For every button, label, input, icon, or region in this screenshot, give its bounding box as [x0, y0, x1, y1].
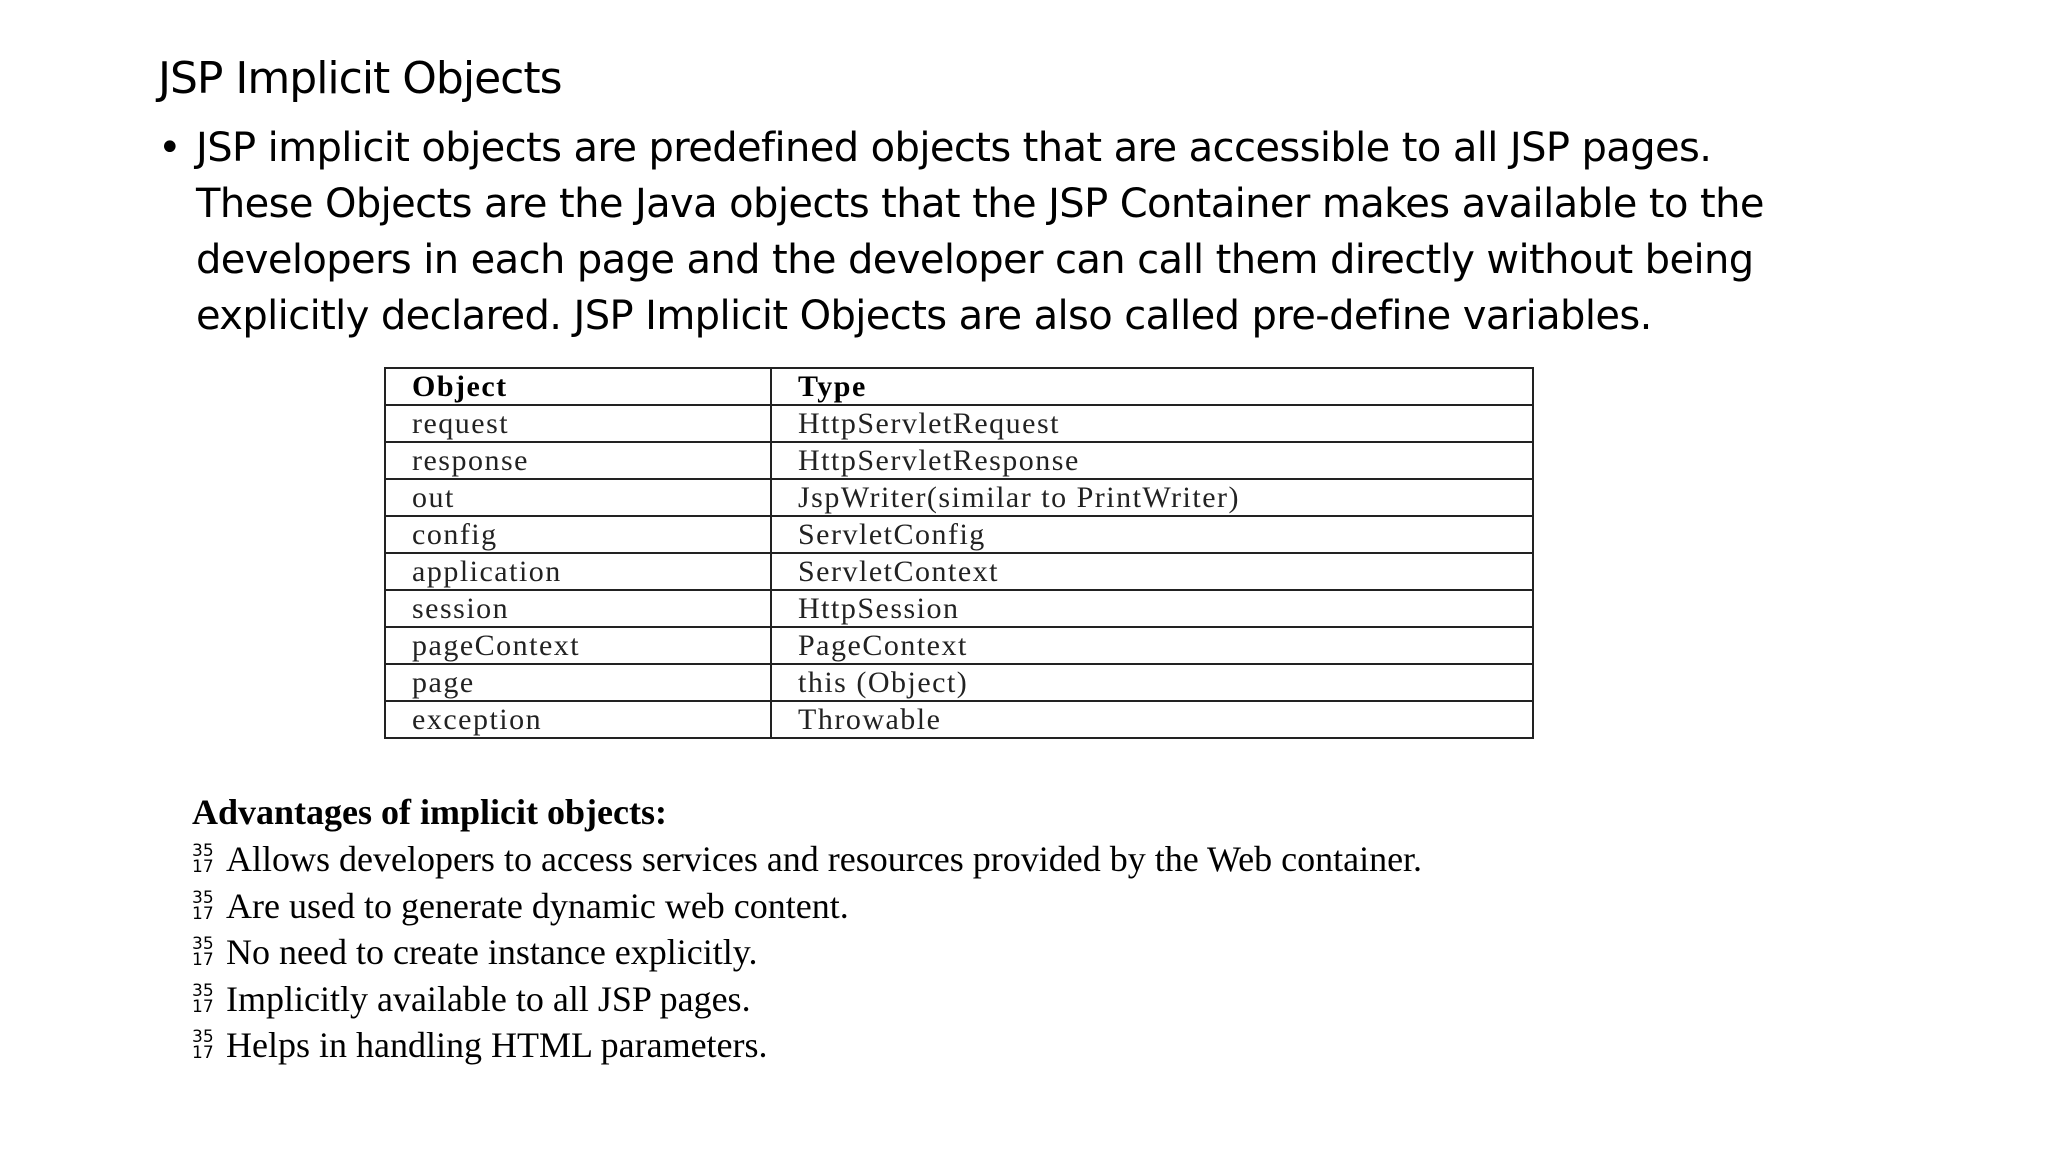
cell-object: exception	[385, 701, 771, 738]
table-row	[385, 590, 1533, 627]
table-row	[385, 516, 1533, 553]
bullet-dot: •	[158, 125, 181, 171]
table-row	[385, 442, 1533, 479]
list-item	[192, 836, 1422, 883]
cell-object: out	[385, 479, 771, 516]
advantages-list	[192, 836, 1422, 1069]
cell-type: Throwable	[771, 701, 1533, 738]
cell-object: application	[385, 553, 771, 590]
cell-object: response	[385, 442, 771, 479]
cell-object: config	[385, 516, 771, 553]
advantage-text: No need to create instance explicitly.	[226, 932, 758, 973]
table-row	[385, 701, 1533, 738]
advantage-text: Helps in handling HTML parameters.	[226, 1025, 768, 1066]
list-marker: 35 17	[192, 934, 214, 971]
intro-line-2: These Objects are the Java objects that the JSP Container makes available to the	[196, 181, 1764, 227]
table-row	[385, 405, 1533, 442]
list-item	[192, 1022, 1422, 1069]
cell-object: request	[385, 405, 771, 442]
list-marker: 35 17	[192, 1027, 214, 1064]
table-row	[385, 553, 1533, 590]
list-marker: 35 17	[192, 980, 214, 1017]
cell-type: PageContext	[771, 627, 1533, 664]
cell-object: session	[385, 590, 771, 627]
cell-type: HttpServletResponse	[771, 442, 1533, 479]
header-object: Object	[385, 368, 771, 405]
advantages-title: Advantages of implicit objects:	[192, 792, 667, 832]
advantages-section	[192, 788, 1422, 1069]
advantage-text: Allows developers to access services and resources provided by the Web container.	[226, 839, 1423, 880]
cell-type: ServletContext	[771, 553, 1533, 590]
list-item	[192, 929, 1422, 976]
list-marker: 35 17	[192, 841, 214, 878]
list-item	[192, 976, 1422, 1023]
table-header-row	[385, 368, 1533, 405]
header-type: Type	[771, 368, 1533, 405]
intro-line-1: JSP implicit objects are predefined objects that are accessible to all JSP pages.	[196, 125, 1712, 171]
intro-bullet	[158, 120, 1938, 344]
advantage-text: Are used to generate dynamic web content.	[226, 885, 849, 926]
slide-title: JSP Implicit Objects	[158, 53, 562, 104]
cell-type: JspWriter(similar to PrintWriter)	[771, 479, 1533, 516]
advantage-text: Implicitly available to all JSP pages.	[226, 978, 751, 1019]
cell-object: page	[385, 664, 771, 701]
intro-line-3: developers in each page and the developer can call them directly without being	[196, 237, 1754, 283]
cell-type: this (Object)	[771, 664, 1533, 701]
cell-type: ServletConfig	[771, 516, 1533, 553]
table-row	[385, 479, 1533, 516]
table-row	[385, 664, 1533, 701]
list-marker: 35 17	[192, 887, 214, 924]
cell-object: pageContext	[385, 627, 771, 664]
list-item	[192, 883, 1422, 930]
implicit-objects-table	[384, 367, 1534, 739]
table-row	[385, 627, 1533, 664]
cell-type: HttpServletRequest	[771, 405, 1533, 442]
intro-line-4: explicitly declared. JSP Implicit Objects are also called pre-define variables.	[196, 293, 1652, 339]
cell-type: HttpSession	[771, 590, 1533, 627]
